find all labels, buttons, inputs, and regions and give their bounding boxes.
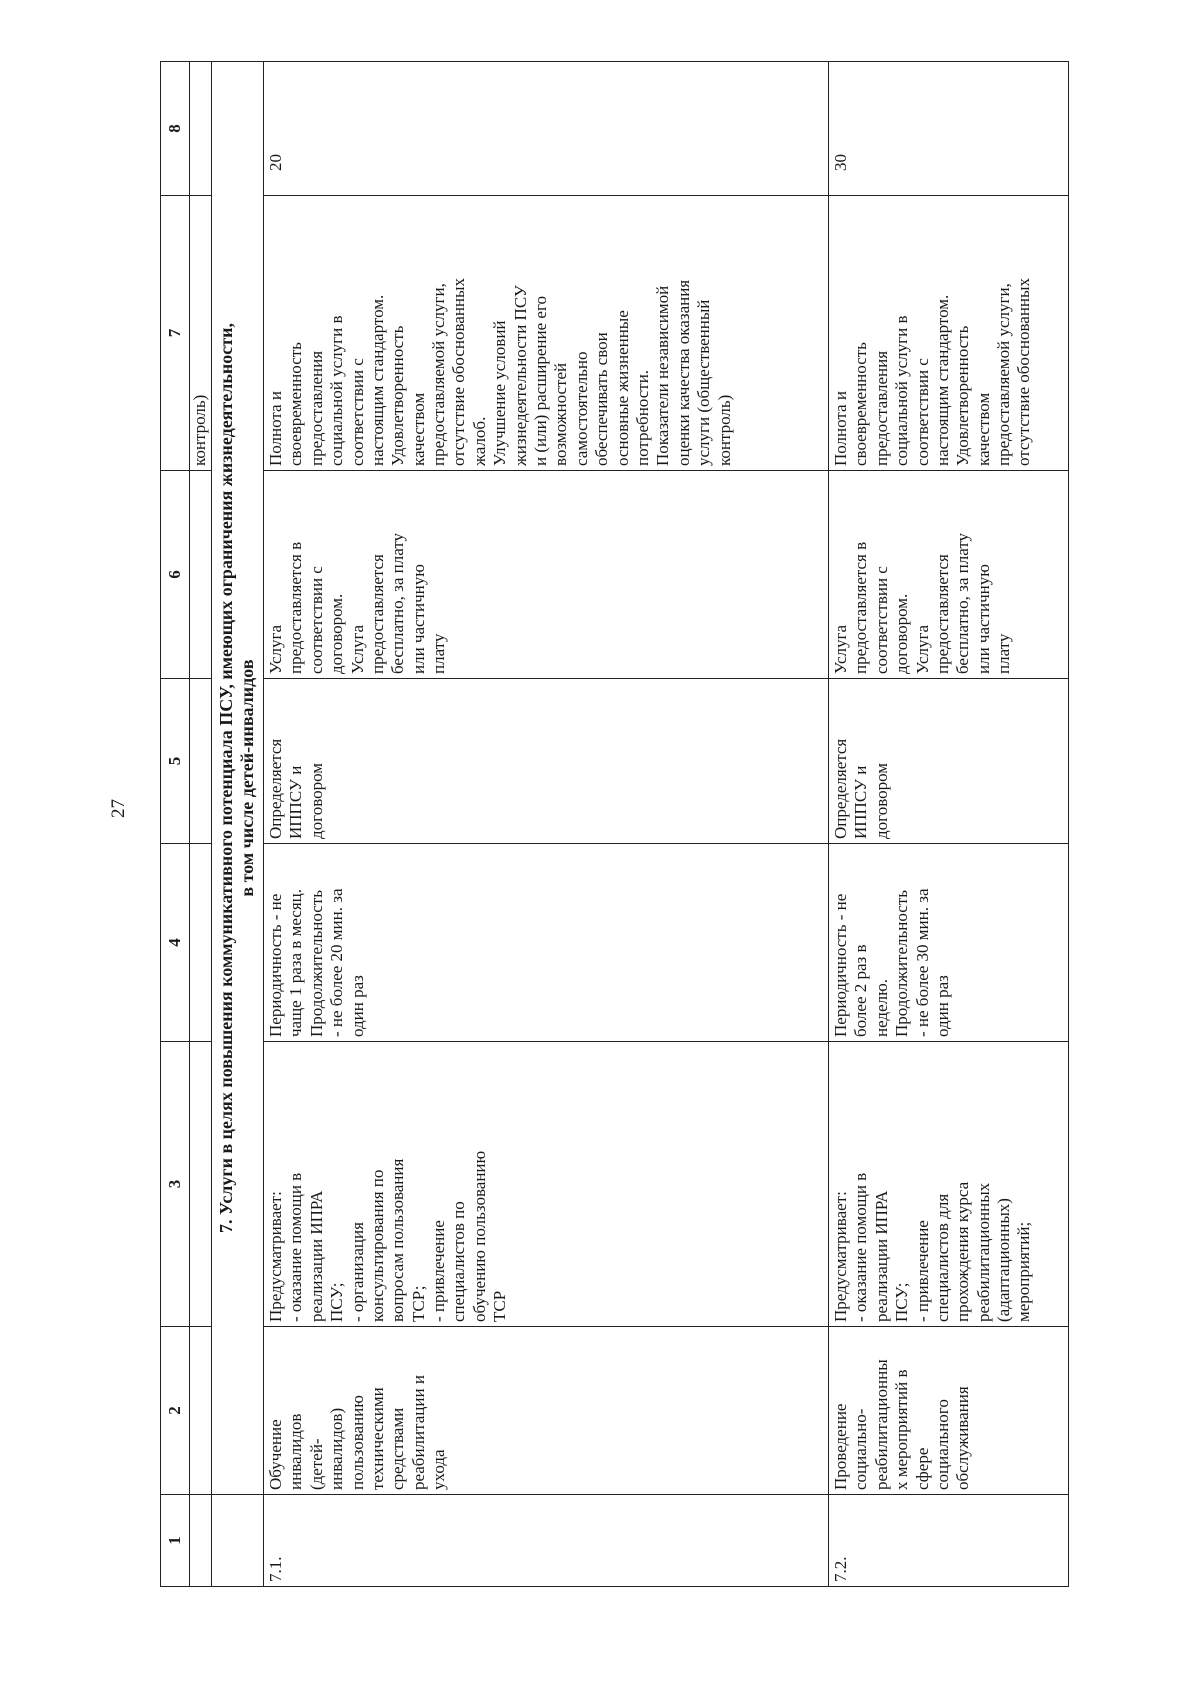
service-value: 30 bbox=[828, 62, 1068, 196]
service-description: Предусматривает: - оказание помощи в реализации ИПРА ПСУ; - организация консультирования по вопросам пользования ТСР; - привлечение специалистов по обучению пользованию ТСР bbox=[263, 1042, 828, 1327]
column-number: 1 bbox=[161, 1495, 190, 1587]
column-number: 7 bbox=[161, 196, 190, 471]
service-quality-indicators: Полнота и своевременность предоставления социальной услуги в соответствии с настоящим стандартом. Удовлетворенность качеством предоставляемой услуги, отсутствие обоснованных жалоб. Улучшение условий жизнедеятельности ПСУ и (или) расширение его возможностей самостоятельно обеспечивать свои основные жизненные потребности. Показатели независимой оценки качества оказания услуги (общественный контроль) bbox=[263, 196, 828, 471]
service-name: Проведение социально- реабилитационны х мероприятий в сфере социального обслуживания bbox=[828, 1327, 1068, 1495]
service-periodicity: Периодичность - не более 2 раз в неделю. Продолжительность - не более 30 мин. за один раз bbox=[828, 844, 1068, 1042]
column-number-row bbox=[161, 62, 190, 1587]
service-volume: Определяется ИППСУ и договором bbox=[828, 679, 1068, 844]
service-name: Обучение инвалидов (детей- инвалидов) пользованию техническими средствами реабилитации и ухода bbox=[263, 1327, 828, 1495]
service-volume: Определяется ИППСУ и договором bbox=[263, 679, 828, 844]
services-table bbox=[160, 61, 1069, 1587]
section-title: 7. Услуги в целях повышения коммуникативного потенциала ПСУ, имеющих ограничения жизнедеятельности, в том числе детей-инвалидов bbox=[211, 62, 263, 1495]
carry-over-row bbox=[190, 62, 211, 1587]
service-quality-indicators: Полнота и своевременность предоставления социальной услуги в соответствии с настоящим стандартом. Удовлетворенность качеством предоставляемой услуги, отсутствие обоснованных bbox=[828, 196, 1068, 471]
page-number: 27 bbox=[108, 799, 129, 818]
service-periodicity: Периодичность - не чаще 1 раза в месяц. Продолжительность - не более 20 мин. за один раз bbox=[263, 844, 828, 1042]
rotated-table-wrapper bbox=[160, 62, 1145, 1587]
service-description: Предусматривает: - оказание помощи в реализации ИПРА ПСУ; - привлечение специалистов для прохождения курса реабилитационных (адаптационных) мероприятий; bbox=[828, 1042, 1068, 1327]
column-number: 8 bbox=[161, 62, 190, 196]
service-conditions: Услуга предоставляется в соответствии с договором. Услуга предоставляется бесплатно, за плату или частичную плату bbox=[828, 471, 1068, 679]
service-value: 20 bbox=[263, 62, 828, 196]
carry-over-text: контроль) bbox=[190, 196, 211, 471]
service-number: 7.2. bbox=[828, 1495, 1068, 1587]
table-row bbox=[828, 62, 1068, 1587]
service-conditions: Услуга предоставляется в соответствии с договором. Услуга предоставляется бесплатно, за плату или частичную плату bbox=[263, 471, 828, 679]
service-number: 7.1. bbox=[263, 1495, 828, 1587]
column-number: 2 bbox=[161, 1327, 190, 1495]
column-number: 4 bbox=[161, 844, 190, 1042]
column-number: 6 bbox=[161, 471, 190, 679]
table-row bbox=[263, 62, 828, 1587]
column-number: 5 bbox=[161, 679, 190, 844]
column-number: 3 bbox=[161, 1042, 190, 1327]
section-header-row bbox=[211, 62, 263, 1587]
